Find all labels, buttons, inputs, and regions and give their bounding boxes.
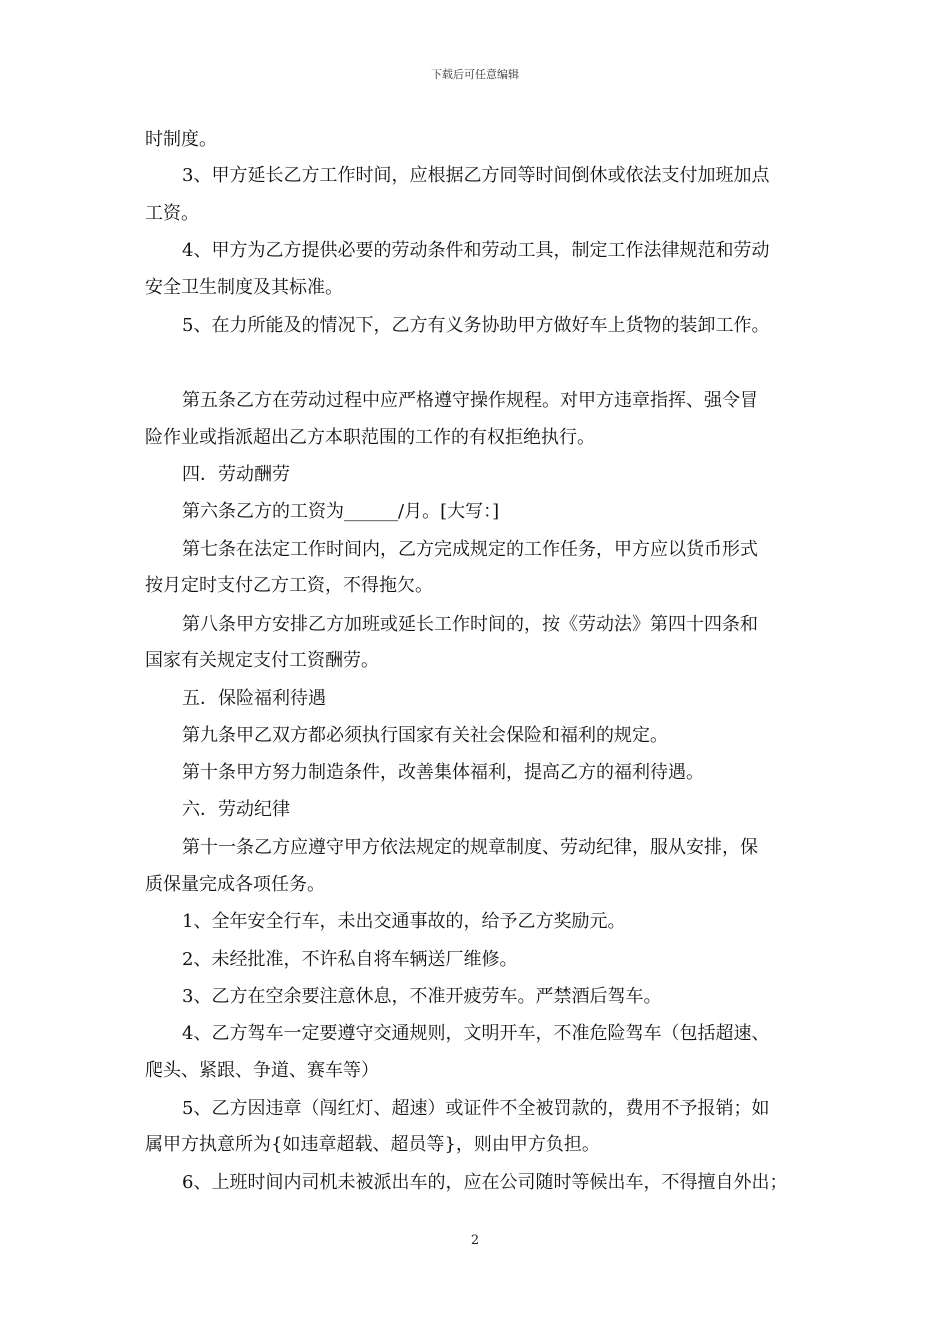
text-line: 1、全年安全行车，未出交通事故的，给予乙方奖励元。 — [182, 911, 626, 932]
text-line: 质保量完成各项任务。 — [145, 874, 325, 895]
text-line: 工资。 — [145, 203, 199, 224]
text-line: 4、乙方驾车一定要遵守交通规则，文明开车，不准危险驾车（包括超速、 — [182, 1023, 770, 1044]
page-header: 下载后可任意编辑 — [431, 68, 519, 81]
text-line: 第八条甲方安排乙方加班或延长工作时间的，按《劳动法》第四十四条和 — [182, 614, 758, 635]
section-heading: 五．保险福利待遇 — [182, 688, 326, 709]
text-line: 属甲方执意所为{如违章超载、超员等}，则由甲方负担。 — [145, 1134, 600, 1155]
page-number: 2 — [470, 1233, 480, 1248]
text-line: 国家有关规定支付工资酬劳。 — [145, 650, 379, 671]
text-line: 第九条甲乙双方都必须执行国家有关社会保险和福利的规定。 — [182, 725, 668, 746]
section-heading: 四．劳动酬劳 — [182, 464, 290, 485]
text-line: 5、乙方因违章（闯红灯、超速）或证件不全被罚款的，费用不予报销；如 — [182, 1098, 770, 1119]
text-line: 第十一条乙方应遵守甲方依法规定的规章制度、劳动纪律，服从安排，保 — [182, 837, 758, 858]
text-line: 爬头、紧跟、争道、赛车等） — [145, 1060, 379, 1081]
text-line: 4、甲方为乙方提供必要的劳动条件和劳动工具，制定工作法律规范和劳动 — [182, 240, 770, 261]
text-line: 安全卫生制度及其标准。 — [145, 277, 343, 298]
text-line: 3、乙方在空余要注意休息，不准开疲劳车。严禁酒后驾车。 — [182, 986, 662, 1007]
text-line: 时制度。 — [145, 129, 217, 150]
text-line: 第七条在法定工作时间内，乙方完成规定的工作任务，甲方应以货币形式 — [182, 539, 758, 560]
text-line: 第六条乙方的工资为______/月。[大写：] — [182, 501, 500, 522]
section-heading: 六．劳动纪律 — [182, 799, 290, 820]
text-line: 3、甲方延长乙方工作时间，应根据乙方同等时间倒休或依法支付加班加点 — [182, 165, 770, 186]
text-line: 6、上班时间内司机未被派出车的，应在公司随时等候出车，不得擅自外出； — [182, 1172, 788, 1193]
text-line: 第十条甲方努力制造条件，改善集体福利，提高乙方的福利待遇。 — [182, 762, 704, 783]
text-line: 5、在力所能及的情况下，乙方有义务协助甲方做好车上货物的装卸工作。 — [182, 315, 770, 336]
text-line: 第五条乙方在劳动过程中应严格遵守操作规程。对甲方违章指挥、强令冒 — [182, 390, 758, 411]
text-line: 2、未经批准，不许私自将车辆送厂维修。 — [182, 949, 518, 970]
text-line: 按月定时支付乙方工资，不得拖欠。 — [145, 575, 433, 596]
text-line: 险作业或指派超出乙方本职范围的工作的有权拒绝执行。 — [145, 427, 595, 448]
